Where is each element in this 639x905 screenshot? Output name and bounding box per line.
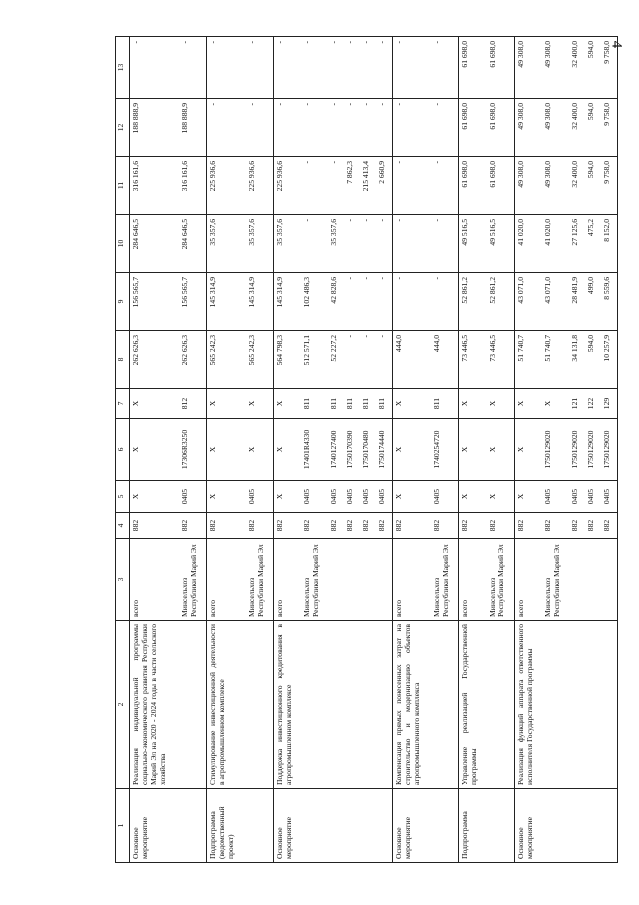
- cell-expense-type: 129: [601, 389, 618, 419]
- cell-value: 49 308,0: [514, 157, 542, 215]
- table-row: [344, 37, 360, 863]
- cell-grbs: 882: [207, 513, 246, 539]
- cell-value: 49 308,0: [542, 37, 569, 99]
- cell-value: 49 516,5: [487, 215, 515, 273]
- header-cell: 3: [116, 539, 130, 621]
- header-cell: 12: [116, 99, 130, 157]
- cell-type: Основное мероприятие: [393, 789, 432, 863]
- cell-value: -: [431, 99, 459, 157]
- cell-value: 9 758,0: [601, 157, 618, 215]
- cell-value: -: [273, 37, 301, 99]
- cell-value: 32 400,0: [569, 157, 585, 215]
- cell-name: Стимулирование инвестиционной деятельности в агропромышленном комплексе: [207, 621, 246, 789]
- cell-section: 0405: [601, 481, 618, 513]
- cell-value: 35 357,6: [246, 215, 274, 273]
- cell-value: -: [207, 37, 246, 99]
- cell-name: [360, 621, 376, 789]
- cell-executor: [585, 539, 601, 621]
- cell-type: Основное мероприятие: [514, 789, 542, 863]
- cell-value: 316 161,6: [130, 157, 180, 215]
- cell-target-article: Х: [246, 419, 274, 481]
- header-cell: 13: [116, 37, 130, 99]
- cell-executor: Минсельхоз Республики Марий Эл: [431, 539, 459, 621]
- cell-type: [301, 789, 328, 863]
- cell-value: 35 357,6: [207, 215, 246, 273]
- cell-name: [569, 621, 585, 789]
- cell-value: 61 698,0: [487, 99, 515, 157]
- cell-value: 41 020,0: [542, 215, 569, 273]
- cell-target-article: 1740127400: [328, 419, 344, 481]
- cell-value: 9 758,0: [601, 99, 618, 157]
- cell-target-article: Х: [393, 419, 432, 481]
- cell-section: 0405: [360, 481, 376, 513]
- header-cell: 6: [116, 419, 130, 481]
- cell-target-article: Х: [207, 419, 246, 481]
- table-row: [376, 37, 393, 863]
- cell-value: -: [301, 157, 328, 215]
- cell-value: -: [376, 273, 393, 331]
- header-cell: 7: [116, 389, 130, 419]
- table-row: [601, 37, 618, 863]
- cell-type: [344, 789, 360, 863]
- cell-value: 61 698,0: [487, 37, 515, 99]
- cell-value: 262 626,3: [179, 331, 207, 389]
- cell-executor: всего: [207, 539, 246, 621]
- cell-value: -: [360, 99, 376, 157]
- cell-value: -: [431, 157, 459, 215]
- cell-type: [431, 789, 459, 863]
- cell-value: 594,0: [585, 99, 601, 157]
- cell-value: 52 861,2: [487, 273, 515, 331]
- cell-expense-type: 122: [585, 389, 601, 419]
- header-cell: 2: [116, 621, 130, 789]
- cell-value: 225 936,6: [273, 157, 301, 215]
- cell-value: -: [393, 99, 432, 157]
- cell-expense-type: Х: [273, 389, 301, 419]
- cell-name: [585, 621, 601, 789]
- cell-section: Х: [459, 481, 487, 513]
- cell-section: 0405: [376, 481, 393, 513]
- cell-section: Х: [487, 481, 515, 513]
- cell-executor: всего: [273, 539, 301, 621]
- cell-value: 594,0: [585, 157, 601, 215]
- cell-value: 73 446,5: [487, 331, 515, 389]
- cell-value: 475,2: [585, 215, 601, 273]
- cell-type: Подпрограмма: [459, 789, 487, 863]
- cell-target-article: 1750129020: [601, 419, 618, 481]
- cell-value: -: [376, 37, 393, 99]
- cell-expense-type: 811: [344, 389, 360, 419]
- cell-name: Реализация функций аппарата ответственного исполнителя Государственной программы: [514, 621, 542, 789]
- cell-grbs: 882: [601, 513, 618, 539]
- cell-target-article: Х: [514, 419, 542, 481]
- cell-section: 0405: [344, 481, 360, 513]
- cell-target-article: Х: [459, 419, 487, 481]
- cell-value: -: [360, 331, 376, 389]
- header-cell: 8: [116, 331, 130, 389]
- cell-grbs: 882: [514, 513, 542, 539]
- cell-type: [360, 789, 376, 863]
- cell-value: -: [360, 273, 376, 331]
- cell-value: -: [344, 99, 360, 157]
- table-row: [542, 37, 569, 863]
- cell-type: [487, 789, 515, 863]
- cell-value: 444,0: [431, 331, 459, 389]
- cell-value: 28 481,9: [569, 273, 585, 331]
- table-row: [360, 37, 376, 863]
- cell-value: 594,0: [585, 331, 601, 389]
- cell-target-article: 1750174440: [376, 419, 393, 481]
- cell-value: 316 161,6: [179, 157, 207, 215]
- table-row: [431, 37, 459, 863]
- cell-value: 49 308,0: [542, 157, 569, 215]
- cell-value: 32 400,0: [569, 99, 585, 157]
- cell-value: 215 413,4: [360, 157, 376, 215]
- cell-value: 61 698,0: [487, 157, 515, 215]
- cell-value: 61 698,0: [459, 157, 487, 215]
- cell-expense-type: 811: [376, 389, 393, 419]
- cell-value: 594,0: [585, 37, 601, 99]
- cell-value: 565 242,3: [246, 331, 274, 389]
- cell-executor: всего: [130, 539, 180, 621]
- cell-section: Х: [207, 481, 246, 513]
- cell-name: [246, 621, 274, 789]
- table-row: [301, 37, 328, 863]
- header-cell: 4: [116, 513, 130, 539]
- cell-type: [569, 789, 585, 863]
- cell-expense-type: 812: [179, 389, 207, 419]
- cell-name: Реализация индивидуальной программы социально-экономического развития Республики Марий Эл на 2020 - 2024 годы в части сельского хозяйства: [130, 621, 180, 789]
- cell-target-article: 17306R3250: [179, 419, 207, 481]
- cell-value: 565 242,3: [207, 331, 246, 389]
- cell-value: -: [246, 99, 274, 157]
- cell-section: 0405: [179, 481, 207, 513]
- cell-value: -: [207, 99, 246, 157]
- cell-value: 61 698,0: [459, 37, 487, 99]
- cell-value: -: [328, 157, 344, 215]
- cell-value: 43 071,0: [514, 273, 542, 331]
- cell-executor: [344, 539, 360, 621]
- cell-value: -: [431, 37, 459, 99]
- cell-value: 444,0: [393, 331, 432, 389]
- cell-section: 0405: [569, 481, 585, 513]
- cell-grbs: 882: [179, 513, 207, 539]
- cell-value: 49 308,0: [514, 99, 542, 157]
- cell-value: -: [246, 37, 274, 99]
- cell-value: 52 861,2: [459, 273, 487, 331]
- cell-type: Основное мероприятие: [273, 789, 301, 863]
- cell-value: 8 152,0: [601, 215, 618, 273]
- cell-executor: Минсельхоз Республики Марий Эл: [487, 539, 515, 621]
- cell-value: -: [431, 215, 459, 273]
- cell-value: 51 740,7: [514, 331, 542, 389]
- cell-executor: всего: [393, 539, 432, 621]
- cell-grbs: 882: [585, 513, 601, 539]
- cell-grbs: 882: [273, 513, 301, 539]
- cell-type: [179, 789, 207, 863]
- cell-value: -: [393, 273, 432, 331]
- cell-value: 49 516,5: [459, 215, 487, 273]
- cell-value: -: [301, 215, 328, 273]
- cell-value: 262 626,3: [130, 331, 180, 389]
- cell-value: 512 571,1: [301, 331, 328, 389]
- cell-value: 156 565,7: [179, 273, 207, 331]
- cell-target-article: 17401R4330: [301, 419, 328, 481]
- cell-value: -: [393, 157, 432, 215]
- cell-value: -: [273, 99, 301, 157]
- cell-expense-type: Х: [393, 389, 432, 419]
- cell-name: [601, 621, 618, 789]
- cell-name: [328, 621, 344, 789]
- cell-value: 32 400,0: [569, 37, 585, 99]
- cell-expense-type: Х: [246, 389, 274, 419]
- cell-executor: Минсельхоз Республики Марий Эл: [179, 539, 207, 621]
- cell-name: [542, 621, 569, 789]
- page-number: 4: [608, 40, 625, 49]
- cell-value: 188 888,9: [130, 99, 180, 157]
- cell-value: -: [130, 37, 180, 99]
- cell-value: 42 828,6: [328, 273, 344, 331]
- cell-executor: [376, 539, 393, 621]
- cell-type: [328, 789, 344, 863]
- table-row: [179, 37, 207, 863]
- cell-target-article: Х: [130, 419, 180, 481]
- cell-value: 145 314,9: [246, 273, 274, 331]
- cell-value: 9 758,0: [601, 37, 618, 99]
- cell-value: -: [393, 215, 432, 273]
- cell-grbs: 882: [393, 513, 432, 539]
- cell-expense-type: Х: [542, 389, 569, 419]
- cell-target-article: Х: [273, 419, 301, 481]
- cell-executor: Минсельхоз Республики Марий Эл: [246, 539, 274, 621]
- cell-value: 564 798,3: [273, 331, 301, 389]
- rotated-table-container: [115, 37, 618, 863]
- cell-value: 2 660,9: [376, 157, 393, 215]
- cell-value: -: [344, 273, 360, 331]
- cell-type: [585, 789, 601, 863]
- cell-section: 0405: [431, 481, 459, 513]
- cell-type: [376, 789, 393, 863]
- cell-value: 49 308,0: [542, 99, 569, 157]
- cell-executor: [569, 539, 585, 621]
- cell-expense-type: Х: [487, 389, 515, 419]
- cell-executor: всего: [514, 539, 542, 621]
- cell-value: 145 314,9: [207, 273, 246, 331]
- cell-expense-type: 121: [569, 389, 585, 419]
- cell-name: [344, 621, 360, 789]
- cell-name: Управление реализацией Государственной программы: [459, 621, 487, 789]
- cell-value: -: [344, 37, 360, 99]
- cell-executor: [601, 539, 618, 621]
- cell-value: 34 131,8: [569, 331, 585, 389]
- cell-section: 0405: [542, 481, 569, 513]
- cell-grbs: 882: [376, 513, 393, 539]
- cell-executor: всего: [459, 539, 487, 621]
- cell-value: 225 936,6: [246, 157, 274, 215]
- cell-value: 41 020,0: [514, 215, 542, 273]
- cell-section: Х: [273, 481, 301, 513]
- cell-name: Компенсация прямых понесенных затрат на строительство и модернизацию объектов агропромышленного комплекса: [393, 621, 432, 789]
- table-row: [585, 37, 601, 863]
- cell-value: 43 071,0: [542, 273, 569, 331]
- cell-target-article: 1750170480: [360, 419, 376, 481]
- cell-value: 73 446,5: [459, 331, 487, 389]
- cell-value: 102 486,3: [301, 273, 328, 331]
- cell-expense-type: 811: [431, 389, 459, 419]
- cell-value: -: [360, 37, 376, 99]
- cell-executor: [328, 539, 344, 621]
- cell-value: 51 740,7: [542, 331, 569, 389]
- cell-value: 499,0: [585, 273, 601, 331]
- table-row: [514, 37, 542, 863]
- cell-value: 61 698,0: [459, 99, 487, 157]
- cell-value: 49 308,0: [514, 37, 542, 99]
- cell-value: -: [360, 215, 376, 273]
- cell-section: 0405: [246, 481, 274, 513]
- cell-value: -: [179, 37, 207, 99]
- cell-target-article: 1750170390: [344, 419, 360, 481]
- cell-type: [542, 789, 569, 863]
- table-row: [246, 37, 274, 863]
- cell-target-article: 1740254720: [431, 419, 459, 481]
- cell-value: 145 314,9: [273, 273, 301, 331]
- cell-value: -: [344, 331, 360, 389]
- cell-grbs: 882: [542, 513, 569, 539]
- cell-section: 0405: [328, 481, 344, 513]
- cell-target-article: 1750129020: [585, 419, 601, 481]
- cell-value: -: [301, 99, 328, 157]
- cell-target-article: Х: [487, 419, 515, 481]
- header-cell: 10: [116, 215, 130, 273]
- cell-value: -: [301, 37, 328, 99]
- header-cell: 5: [116, 481, 130, 513]
- cell-section: Х: [130, 481, 180, 513]
- budget-table: [115, 36, 618, 863]
- cell-value: -: [376, 99, 393, 157]
- cell-value: -: [393, 37, 432, 99]
- cell-grbs: 882: [328, 513, 344, 539]
- cell-value: 284 646,5: [130, 215, 180, 273]
- cell-value: 10 257,9: [601, 331, 618, 389]
- cell-value: -: [376, 215, 393, 273]
- cell-grbs: 882: [459, 513, 487, 539]
- header-cell: 11: [116, 157, 130, 215]
- cell-name: Поддержка инвестиционного кредитования в агропромышленном комплексе: [273, 621, 301, 789]
- table-row: [487, 37, 515, 863]
- cell-grbs: 882: [431, 513, 459, 539]
- cell-grbs: 882: [344, 513, 360, 539]
- cell-value: -: [344, 215, 360, 273]
- cell-executor: Минсельхоз Республики Марий Эл: [542, 539, 569, 621]
- cell-expense-type: 811: [328, 389, 344, 419]
- cell-grbs: 882: [569, 513, 585, 539]
- cell-type: Подпрограмма (ведомственный проект): [207, 789, 246, 863]
- cell-name: [179, 621, 207, 789]
- cell-value: -: [376, 331, 393, 389]
- cell-target-article: 1750129020: [542, 419, 569, 481]
- cell-value: 35 357,6: [273, 215, 301, 273]
- cell-type: [601, 789, 618, 863]
- table-row: [328, 37, 344, 863]
- cell-executor: [360, 539, 376, 621]
- table-row: [393, 37, 432, 863]
- cell-expense-type: 811: [301, 389, 328, 419]
- cell-value: 225 936,6: [207, 157, 246, 215]
- cell-type: [246, 789, 274, 863]
- cell-value: -: [431, 273, 459, 331]
- header-row: [116, 37, 130, 863]
- cell-value: -: [328, 37, 344, 99]
- cell-expense-type: Х: [459, 389, 487, 419]
- cell-executor: Минсельхоз Республики Марий Эл: [301, 539, 328, 621]
- table-row: [273, 37, 301, 863]
- cell-target-article: 1750129020: [569, 419, 585, 481]
- cell-value: 8 559,6: [601, 273, 618, 331]
- cell-name: [487, 621, 515, 789]
- cell-grbs: 882: [301, 513, 328, 539]
- table-row: [207, 37, 246, 863]
- cell-value: 52 227,2: [328, 331, 344, 389]
- cell-grbs: 882: [246, 513, 274, 539]
- cell-value: -: [328, 99, 344, 157]
- table-row: [459, 37, 487, 863]
- cell-value: 35 357,6: [328, 215, 344, 273]
- cell-name: [431, 621, 459, 789]
- cell-section: Х: [514, 481, 542, 513]
- cell-value: 7 862,3: [344, 157, 360, 215]
- cell-expense-type: 811: [360, 389, 376, 419]
- cell-value: 27 125,6: [569, 215, 585, 273]
- cell-grbs: 882: [360, 513, 376, 539]
- cell-grbs: 882: [130, 513, 180, 539]
- cell-value: 188 888,9: [179, 99, 207, 157]
- cell-expense-type: Х: [207, 389, 246, 419]
- cell-expense-type: Х: [514, 389, 542, 419]
- cell-section: 0405: [301, 481, 328, 513]
- cell-name: [301, 621, 328, 789]
- cell-value: 284 646,5: [179, 215, 207, 273]
- cell-type: Основное мероприятие: [130, 789, 180, 863]
- cell-section: Х: [393, 481, 432, 513]
- cell-grbs: 882: [487, 513, 515, 539]
- cell-value: 156 565,7: [130, 273, 180, 331]
- table-row: [569, 37, 585, 863]
- cell-section: 0405: [585, 481, 601, 513]
- header-cell: 1: [116, 789, 130, 863]
- header-cell: 9: [116, 273, 130, 331]
- table-row: [130, 37, 180, 863]
- cell-name: [376, 621, 393, 789]
- cell-expense-type: Х: [130, 389, 180, 419]
